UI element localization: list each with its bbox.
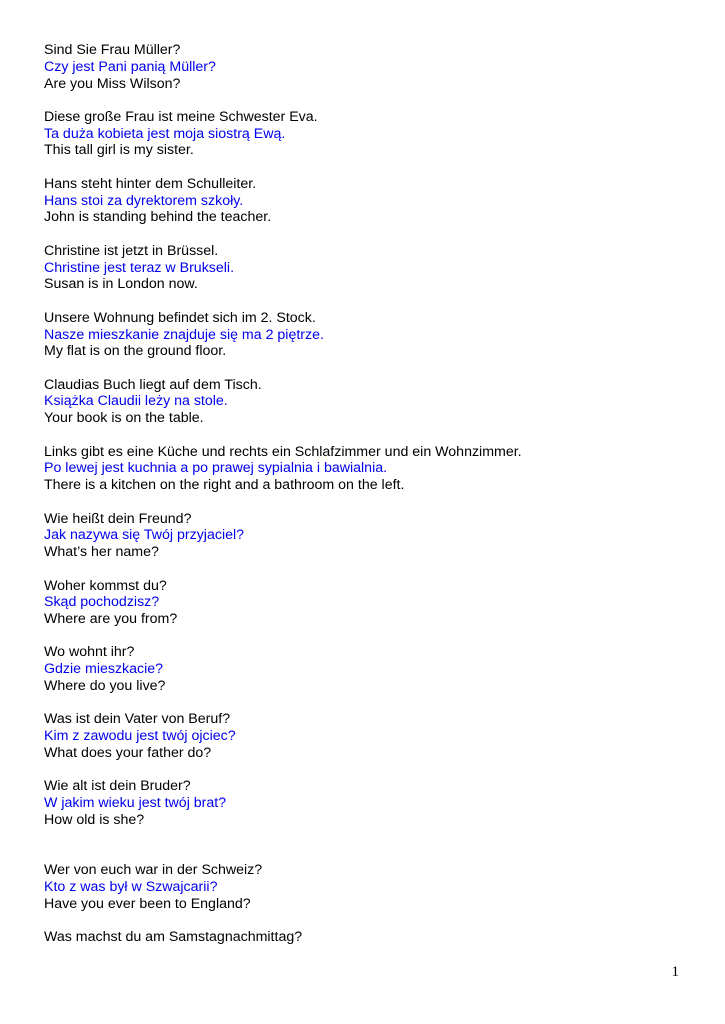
polish-translation: Po lewej jest kuchnia a po prawej sypialnia i bawialnia.	[44, 460, 388, 477]
polish-translation: Hans stoi za dyrektorem szkoły.	[44, 192, 244, 209]
sentence-group-12	[44, 778, 684, 828]
polish-translation: Kto z was był w Szwajcarii?	[44, 878, 218, 895]
polish-translation: Ta duża kobieta jest moja siostrą Ewą.	[44, 125, 286, 142]
english-sentence: Your book is on the table.	[44, 410, 204, 427]
sentence-group-8	[44, 511, 684, 561]
german-sentence: Christine ist jetzt in Brüssel.	[44, 242, 219, 259]
sentence-group-10	[44, 644, 684, 694]
sentence-group-7	[44, 444, 684, 494]
german-sentence: Wie alt ist dein Bruder?	[44, 778, 191, 795]
english-sentence: Where are you from?	[44, 611, 178, 627]
sentence-group-13	[44, 862, 684, 912]
german-sentence: Sind Sie Frau Müller?	[44, 42, 181, 58]
sentence-group-14	[44, 929, 684, 946]
english-sentence: How old is she?	[44, 811, 145, 828]
polish-translation: Jak nazywa się Twój przyjaciel?	[44, 527, 245, 544]
sentence-list	[44, 42, 684, 962]
sentence-group-5	[44, 310, 684, 360]
sentence-group-3	[44, 176, 684, 226]
german-sentence: Claudias Buch liegt auf dem Tisch.	[44, 376, 262, 393]
german-sentence: Hans steht hinter dem Schulleiter.	[44, 175, 257, 192]
sentence-group-6	[44, 377, 684, 427]
english-sentence: Are you Miss Wilson?	[44, 75, 181, 92]
english-sentence: What’s her name?	[44, 544, 159, 561]
english-sentence: My flat is on the ground floor.	[44, 343, 227, 360]
english-sentence: There is a kitchen on the right and a bathroom on the left.	[44, 477, 405, 494]
polish-translation: Skąd pochodzisz?	[44, 594, 160, 611]
german-sentence: Wer von euch war in der Schweiz?	[44, 862, 263, 879]
polish-translation: Gdzie mieszkacie?	[44, 661, 164, 678]
german-sentence: Diese große Frau ist meine Schwester Eva.	[44, 108, 318, 125]
german-sentence: Links gibt es eine Küche und rechts ein Schlafzimmer und ein Wohnzimmer.	[44, 443, 522, 460]
german-sentence: Was machst du am Samstagnachmittag?	[44, 929, 303, 945]
english-sentence: Where do you live?	[44, 677, 166, 694]
sentence-group-4	[44, 243, 684, 293]
polish-translation: Kim z zawodu jest twój ojciec?	[44, 728, 236, 745]
polish-translation: Christine jest teraz w Brukseli.	[44, 259, 235, 276]
german-sentence: Was ist dein Vater von Beruf?	[44, 711, 231, 728]
page-number: 1	[671, 964, 679, 980]
polish-translation: Nasze mieszkanie znajduje się ma 2 piętrze.	[44, 326, 324, 343]
sentence-group-11	[44, 711, 684, 761]
english-sentence: Have you ever been to England?	[44, 895, 251, 912]
polish-translation: Czy jest Pani panią Müller?	[44, 58, 216, 75]
german-sentence: Wie heißt dein Freund?	[44, 510, 192, 527]
german-sentence: Woher kommst du?	[44, 577, 167, 594]
english-sentence: This tall girl is my sister.	[44, 142, 194, 159]
sentence-group-9	[44, 578, 684, 628]
english-sentence: Susan is in London now.	[44, 276, 198, 293]
german-sentence: Wo wohnt ihr?	[44, 644, 135, 661]
german-sentence: Unsere Wohnung befindet sich im 2. Stock.	[44, 309, 316, 326]
english-sentence: John is standing behind the teacher.	[44, 209, 272, 226]
sentence-group-1	[44, 42, 684, 92]
sentence-group-2	[44, 109, 684, 159]
polish-translation: Książka Claudii leży na stole.	[44, 393, 228, 410]
english-sentence: What does your father do?	[44, 744, 212, 761]
polish-translation: W jakim wieku jest twój brat?	[44, 795, 227, 812]
